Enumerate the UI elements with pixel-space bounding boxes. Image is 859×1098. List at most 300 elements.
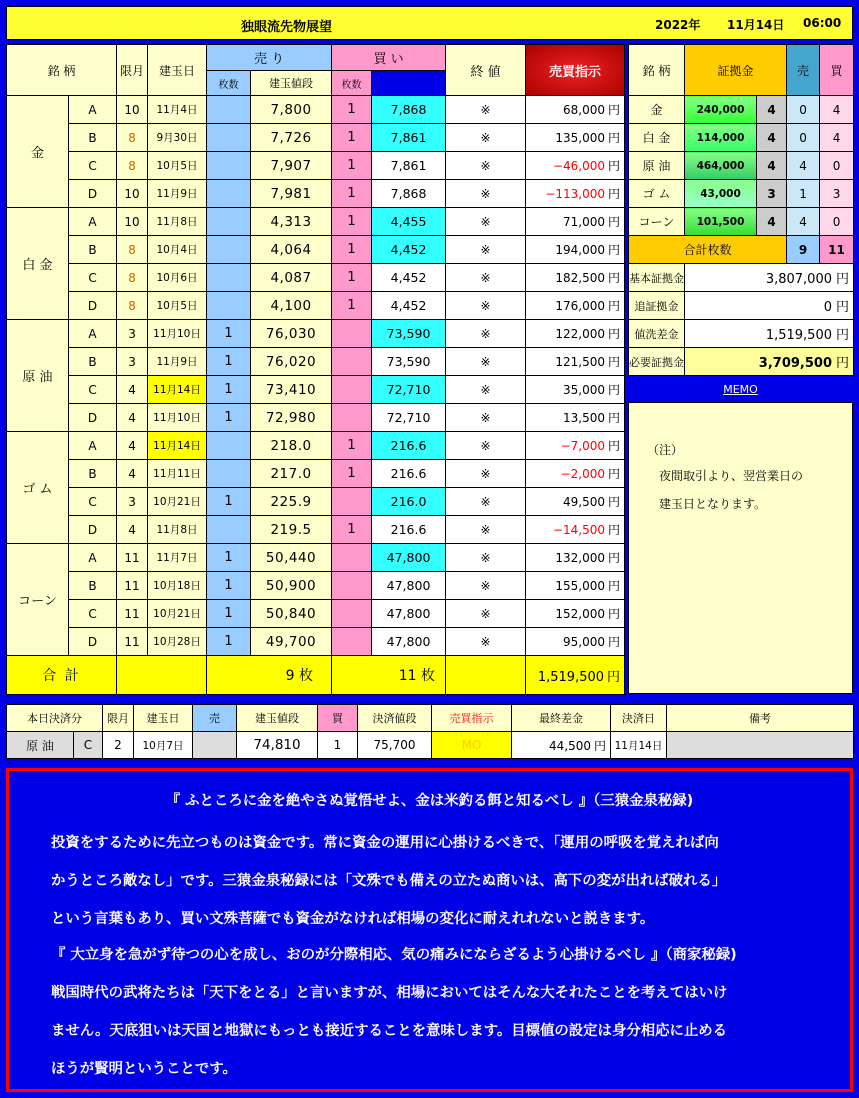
close-price: 47,800 bbox=[372, 572, 446, 600]
sell-count: 1 bbox=[207, 572, 251, 600]
contract-month: 3 bbox=[117, 348, 148, 376]
open-date: 10月6日 bbox=[148, 264, 207, 292]
commodity-name: ゴ ム bbox=[7, 432, 69, 544]
buy-count: 1 bbox=[332, 516, 372, 544]
margin-buy: 4 bbox=[820, 124, 854, 152]
total-count-sell: 9 bbox=[787, 236, 820, 264]
memo-note-line2: 建玉日となります。 bbox=[659, 497, 767, 511]
summary-row bbox=[629, 348, 854, 376]
position-row bbox=[7, 208, 625, 236]
open-date: 10月4日 bbox=[148, 236, 207, 264]
mark-to-market-diff bbox=[526, 600, 625, 628]
contract-month: 11 bbox=[117, 600, 148, 628]
contract-letter: D bbox=[69, 404, 117, 432]
margin-count: 4 bbox=[757, 208, 787, 236]
margin-commodity: 金 bbox=[629, 96, 685, 124]
memo-link[interactable]: MEMO bbox=[723, 383, 758, 396]
open-price: 7,981 bbox=[251, 180, 332, 208]
contract-month: 11 bbox=[117, 544, 148, 572]
proverb-text: という言葉もあり、買い文殊菩薩でも資金がなければ相場の変化に耐えれれないと説きます。 bbox=[51, 911, 655, 927]
signal-mark: ※ bbox=[446, 404, 526, 432]
margin-sell: 0 bbox=[787, 96, 820, 124]
signal-mark: ※ bbox=[446, 572, 526, 600]
position-row bbox=[7, 180, 625, 208]
mark-to-market-diff bbox=[526, 264, 625, 292]
open-date: 9月30日 bbox=[148, 124, 207, 152]
summary-value bbox=[685, 320, 854, 348]
diff-value: 135,000 bbox=[555, 131, 606, 145]
settlement-col: 決済日 bbox=[611, 705, 667, 732]
required-margin-value: 3,709,500 bbox=[758, 356, 832, 371]
settlement-col: 建玉値段 bbox=[237, 705, 318, 732]
open-date: 11月8日 bbox=[148, 516, 207, 544]
close-price: 73,590 bbox=[372, 348, 446, 376]
yen-unit: 円 bbox=[608, 299, 621, 313]
margin-buy: 4 bbox=[820, 96, 854, 124]
open-date: 11月4日 bbox=[148, 96, 207, 124]
buy-count bbox=[332, 572, 372, 600]
sell-count bbox=[207, 152, 251, 180]
sell-count: 1 bbox=[207, 488, 251, 516]
contract-letter: A bbox=[69, 96, 117, 124]
yen-unit: 円 bbox=[608, 607, 621, 621]
close-price: 216.6 bbox=[372, 460, 446, 488]
total-buy bbox=[332, 656, 446, 695]
margin-row bbox=[629, 96, 854, 124]
settlement-cell: 75,700 bbox=[358, 732, 432, 759]
position-row bbox=[7, 236, 625, 264]
position-row bbox=[7, 96, 625, 124]
col-tateprice: 建玉値段 bbox=[251, 71, 332, 96]
settlement-col: 本日決済分 bbox=[7, 705, 103, 732]
buy-count bbox=[332, 488, 372, 516]
mark-to-market-diff bbox=[526, 376, 625, 404]
settlement-cell bbox=[193, 732, 237, 759]
yen-unit: 円 bbox=[608, 243, 621, 257]
mark-to-market-diff bbox=[526, 292, 625, 320]
summary-value bbox=[685, 348, 854, 376]
settlement-cell: 1 bbox=[318, 732, 358, 759]
memo-box bbox=[628, 402, 853, 694]
total-row bbox=[7, 656, 625, 695]
diff-value: 132,000 bbox=[555, 551, 606, 565]
summary-label: 基本証拠金 bbox=[629, 264, 685, 292]
close-price: 4,452 bbox=[372, 292, 446, 320]
signal-mark: ※ bbox=[446, 628, 526, 656]
close-price: 47,800 bbox=[372, 544, 446, 572]
margin-sell: 0 bbox=[787, 124, 820, 152]
mark-to-market-diff bbox=[526, 628, 625, 656]
settlement-col: 売買指示 bbox=[432, 705, 512, 732]
sell-count bbox=[207, 236, 251, 264]
open-price: 76,020 bbox=[251, 348, 332, 376]
sell-count: 1 bbox=[207, 628, 251, 656]
close-price: 7,868 bbox=[372, 96, 446, 124]
summary-label: 必要証拠金 bbox=[629, 348, 685, 376]
signal-mark: ※ bbox=[446, 376, 526, 404]
diff-value: −46,000 bbox=[552, 159, 606, 173]
diff-value: −113,000 bbox=[545, 187, 606, 201]
contract-letter: B bbox=[69, 124, 117, 152]
close-price: 216.6 bbox=[372, 432, 446, 460]
mark-to-market-diff bbox=[526, 124, 625, 152]
total-spacer bbox=[446, 656, 526, 695]
total-sell bbox=[207, 656, 332, 695]
margin-buy: 0 bbox=[820, 208, 854, 236]
header-year: 2022年 bbox=[655, 18, 701, 32]
margin-commodity: 白 金 bbox=[629, 124, 685, 152]
diff-value: −7,000 bbox=[560, 439, 606, 453]
position-row bbox=[7, 516, 625, 544]
yen-unit: 円 bbox=[608, 579, 621, 593]
mark-to-market-diff bbox=[526, 432, 625, 460]
contract-letter: C bbox=[69, 600, 117, 628]
col-sell-count: 枚数 bbox=[207, 71, 251, 96]
summary-value bbox=[685, 264, 854, 292]
open-date: 11月10日 bbox=[148, 320, 207, 348]
col-uri: 売 り bbox=[207, 45, 332, 71]
contract-letter: B bbox=[69, 236, 117, 264]
diff-value: 95,000 bbox=[563, 635, 606, 649]
contract-letter: C bbox=[69, 152, 117, 180]
sell-count bbox=[207, 264, 251, 292]
mark-to-market-diff bbox=[526, 180, 625, 208]
open-date: 11月10日 bbox=[148, 404, 207, 432]
margin-row bbox=[629, 208, 854, 236]
sell-count: 1 bbox=[207, 544, 251, 572]
signal-mark: ※ bbox=[446, 96, 526, 124]
buy-count: 1 bbox=[332, 264, 372, 292]
contract-month: 8 bbox=[117, 124, 148, 152]
position-row bbox=[7, 152, 625, 180]
col-signal: 売買指示 bbox=[526, 45, 625, 96]
position-row bbox=[7, 376, 625, 404]
diff-value: 35,000 bbox=[563, 383, 606, 397]
yen-unit: 円 bbox=[608, 187, 621, 201]
signal-mark: ※ bbox=[446, 292, 526, 320]
diff-total-value: 1,519,500 bbox=[765, 328, 832, 343]
signal-mark: ※ bbox=[446, 152, 526, 180]
sell-count bbox=[207, 432, 251, 460]
signal-mark: ※ bbox=[446, 544, 526, 572]
sell-count bbox=[207, 516, 251, 544]
contract-month: 8 bbox=[117, 152, 148, 180]
margin-commodity: ゴ ム bbox=[629, 180, 685, 208]
mark-to-market-diff bbox=[526, 208, 625, 236]
buy-count: 1 bbox=[332, 432, 372, 460]
diff-value: 194,000 bbox=[555, 243, 606, 257]
yen-unit: 円 bbox=[608, 411, 621, 425]
margin-count: 3 bbox=[757, 180, 787, 208]
col-gengetsu: 限月 bbox=[117, 45, 148, 96]
margin-sell: 4 bbox=[787, 152, 820, 180]
position-row bbox=[7, 628, 625, 656]
position-row bbox=[7, 488, 625, 516]
signal-mark: ※ bbox=[446, 320, 526, 348]
open-date: 10月5日 bbox=[148, 152, 207, 180]
settlement-table bbox=[6, 704, 854, 759]
sell-count bbox=[207, 460, 251, 488]
open-price: 7,800 bbox=[251, 96, 332, 124]
buy-count: 1 bbox=[332, 124, 372, 152]
yen-unit: 円 bbox=[836, 328, 850, 343]
yen-unit: 円 bbox=[607, 669, 621, 685]
margin-row bbox=[629, 124, 854, 152]
mark-to-market-diff bbox=[526, 348, 625, 376]
margin-commodity: コーン bbox=[629, 208, 685, 236]
buy-count bbox=[332, 320, 372, 348]
open-date: 10月5日 bbox=[148, 292, 207, 320]
margin-count: 4 bbox=[757, 152, 787, 180]
settlement-col: 売 bbox=[193, 705, 237, 732]
open-price: 49,700 bbox=[251, 628, 332, 656]
diff-value: 13,500 bbox=[563, 411, 606, 425]
open-price: 76,030 bbox=[251, 320, 332, 348]
open-date: 10月21日 bbox=[148, 600, 207, 628]
summary-label: 値洗差金 bbox=[629, 320, 685, 348]
positions-table bbox=[6, 44, 625, 695]
yen-unit: 円 bbox=[608, 103, 621, 117]
position-row bbox=[7, 432, 625, 460]
settlement-cell: MO bbox=[432, 732, 512, 759]
margin-amount: 114,000 bbox=[685, 124, 757, 152]
summary-label: 追証拠金 bbox=[629, 292, 685, 320]
commodity-name: コーン bbox=[7, 544, 69, 656]
position-row bbox=[7, 320, 625, 348]
open-price: 7,907 bbox=[251, 152, 332, 180]
open-price: 50,840 bbox=[251, 600, 332, 628]
buy-count: 1 bbox=[332, 208, 372, 236]
mark-to-market-diff bbox=[526, 460, 625, 488]
signal-mark: ※ bbox=[446, 264, 526, 292]
diff-value: 49,500 bbox=[563, 495, 606, 509]
mark-to-market-diff bbox=[526, 572, 625, 600]
settlement-row bbox=[7, 732, 854, 759]
sell-count bbox=[207, 124, 251, 152]
contract-letter: D bbox=[69, 180, 117, 208]
proverb-text: 戦国時代の武将たちは「天下をとる」と言いますが、相場においてはそんな大それたことを考えてはいけ bbox=[51, 985, 728, 1001]
open-date: 11月7日 bbox=[148, 544, 207, 572]
final-diff-value: 44,500 bbox=[548, 738, 591, 753]
mark-to-market-diff bbox=[526, 320, 625, 348]
contract-month: 8 bbox=[117, 264, 148, 292]
close-price: 7,861 bbox=[372, 152, 446, 180]
open-price: 217.0 bbox=[251, 460, 332, 488]
margin-count: 4 bbox=[757, 124, 787, 152]
mark-to-market-diff bbox=[526, 152, 625, 180]
open-price: 4,313 bbox=[251, 208, 332, 236]
contract-letter: D bbox=[69, 628, 117, 656]
buy-count bbox=[332, 544, 372, 572]
total-sell-count: 9 bbox=[285, 668, 295, 684]
position-row bbox=[7, 292, 625, 320]
diff-value: −2,000 bbox=[560, 467, 606, 481]
open-price: 225.9 bbox=[251, 488, 332, 516]
open-price: 50,900 bbox=[251, 572, 332, 600]
contract-month: 4 bbox=[117, 516, 148, 544]
signal-mark: ※ bbox=[446, 348, 526, 376]
buy-count: 1 bbox=[332, 236, 372, 264]
sell-count bbox=[207, 96, 251, 124]
signal-mark: ※ bbox=[446, 600, 526, 628]
buy-count: 1 bbox=[332, 292, 372, 320]
settlement-cell: 10月7日 bbox=[134, 732, 193, 759]
yen-unit: 円 bbox=[608, 635, 621, 649]
buy-count: 1 bbox=[332, 460, 372, 488]
side-col-sell: 売 bbox=[787, 45, 820, 96]
title-bar bbox=[6, 6, 853, 40]
yen-unit: 円 bbox=[608, 383, 621, 397]
buy-count bbox=[332, 628, 372, 656]
contract-letter: A bbox=[69, 320, 117, 348]
close-price: 47,800 bbox=[372, 600, 446, 628]
settlement-col: 限月 bbox=[103, 705, 134, 732]
proverb-text: ません。天底狙いは天国と地獄にもっとも接近することを意味します。目標値の設定は身分相応に止める bbox=[51, 1023, 728, 1039]
contract-month: 8 bbox=[117, 292, 148, 320]
proverb-text: かうところ敵なし」です。三猿金泉秘録には「文殊でも備えの立たぬ商いは、高下の変が出れば破れる」 bbox=[51, 873, 727, 889]
margin-count: 4 bbox=[757, 96, 787, 124]
settlement-cell bbox=[512, 732, 611, 759]
total-sell-unit: 枚 bbox=[299, 668, 314, 684]
total-spacer bbox=[117, 656, 207, 695]
settlement-cell: 74,810 bbox=[237, 732, 318, 759]
yen-unit: 円 bbox=[608, 215, 621, 229]
settlement-col: 買 bbox=[318, 705, 358, 732]
position-row bbox=[7, 404, 625, 432]
diff-value: 71,000 bbox=[563, 215, 606, 229]
col-tateday: 建玉日 bbox=[148, 45, 207, 96]
open-price: 218.0 bbox=[251, 432, 332, 460]
buy-count bbox=[332, 348, 372, 376]
header-time: 06:00 bbox=[803, 16, 842, 30]
open-price: 4,087 bbox=[251, 264, 332, 292]
yen-unit: 円 bbox=[608, 551, 621, 565]
settlement-cell: 2 bbox=[103, 732, 134, 759]
settlement-cell bbox=[667, 732, 854, 759]
close-price: 216.0 bbox=[372, 488, 446, 516]
open-date: 11月11日 bbox=[148, 460, 207, 488]
buy-count: 1 bbox=[332, 180, 372, 208]
contract-letter: A bbox=[69, 544, 117, 572]
contract-letter: C bbox=[69, 488, 117, 516]
contract-letter: B bbox=[69, 460, 117, 488]
summary-row bbox=[629, 320, 854, 348]
yen-unit: 円 bbox=[608, 523, 621, 537]
contract-month: 4 bbox=[117, 460, 148, 488]
contract-letter: A bbox=[69, 208, 117, 236]
additional-margin-value: 0 bbox=[823, 300, 832, 315]
total-count-row bbox=[629, 236, 854, 264]
settlement-header bbox=[7, 705, 854, 732]
settlement-col: 備考 bbox=[667, 705, 854, 732]
position-row bbox=[7, 348, 625, 376]
position-row bbox=[7, 460, 625, 488]
settlement-col: 決済値段 bbox=[358, 705, 432, 732]
open-price: 7,726 bbox=[251, 124, 332, 152]
contract-month: 4 bbox=[117, 376, 148, 404]
contract-letter: C bbox=[69, 264, 117, 292]
contract-month: 3 bbox=[117, 488, 148, 516]
yen-unit: 円 bbox=[608, 439, 621, 453]
settlement-cell: 原 油 bbox=[7, 732, 74, 759]
margin-commodity: 原 油 bbox=[629, 152, 685, 180]
buy-count: 1 bbox=[332, 152, 372, 180]
open-price: 219.5 bbox=[251, 516, 332, 544]
proverb-message-box bbox=[6, 768, 853, 1092]
commodity-name: 白 金 bbox=[7, 208, 69, 320]
signal-mark: ※ bbox=[446, 488, 526, 516]
diff-value: 182,500 bbox=[555, 271, 606, 285]
sell-count: 1 bbox=[207, 320, 251, 348]
contract-month: 10 bbox=[117, 180, 148, 208]
margin-buy: 3 bbox=[820, 180, 854, 208]
close-price: 7,861 bbox=[372, 124, 446, 152]
yen-unit: 円 bbox=[608, 327, 621, 341]
open-date: 10月18日 bbox=[148, 572, 207, 600]
open-price: 4,100 bbox=[251, 292, 332, 320]
contract-letter: B bbox=[69, 348, 117, 376]
position-row bbox=[7, 600, 625, 628]
summary-row bbox=[629, 264, 854, 292]
memo-note-label: （注） bbox=[647, 443, 684, 457]
open-price: 72,980 bbox=[251, 404, 332, 432]
total-diff bbox=[526, 656, 625, 695]
sell-count bbox=[207, 180, 251, 208]
open-price: 4,064 bbox=[251, 236, 332, 264]
mark-to-market-diff bbox=[526, 516, 625, 544]
contract-month: 11 bbox=[117, 628, 148, 656]
mark-to-market-diff bbox=[526, 96, 625, 124]
sell-count bbox=[207, 208, 251, 236]
yen-unit: 円 bbox=[608, 495, 621, 509]
col-close: 終 値 bbox=[446, 45, 526, 96]
close-price: 72,710 bbox=[372, 376, 446, 404]
side-col-margin: 証拠金 bbox=[685, 45, 787, 96]
settlement-col: 最終差金 bbox=[512, 705, 611, 732]
sell-count: 1 bbox=[207, 348, 251, 376]
signal-mark: ※ bbox=[446, 516, 526, 544]
buy-count bbox=[332, 404, 372, 432]
mark-to-market-diff bbox=[526, 488, 625, 516]
settlement-col: 建玉日 bbox=[134, 705, 193, 732]
diff-value: 122,000 bbox=[555, 327, 606, 341]
yen-unit: 円 bbox=[836, 272, 850, 287]
sell-count: 1 bbox=[207, 600, 251, 628]
open-date: 11月14日 bbox=[148, 432, 207, 460]
margin-buy: 0 bbox=[820, 152, 854, 180]
total-count-label: 合計枚数 bbox=[629, 236, 787, 264]
open-date: 11月8日 bbox=[148, 208, 207, 236]
contract-month: 11 bbox=[117, 572, 148, 600]
header-date: 11月14日 bbox=[727, 18, 785, 32]
proverb-text: 投資をするために先立つものは資金です。常に資金の運用に心掛けるべきで、「運用の呼吸を覚えれば向 bbox=[51, 835, 719, 851]
signal-mark: ※ bbox=[446, 124, 526, 152]
margin-amount: 240,000 bbox=[685, 96, 757, 124]
settlement-cell: 11月14日 bbox=[611, 732, 667, 759]
yen-unit: 円 bbox=[608, 467, 621, 481]
yen-unit: 円 bbox=[608, 159, 621, 173]
total-diff-value: 1,519,500 bbox=[537, 669, 605, 685]
open-price: 73,410 bbox=[251, 376, 332, 404]
close-price: 4,452 bbox=[372, 264, 446, 292]
total-buy-count: 11 bbox=[398, 668, 417, 684]
close-price: 4,452 bbox=[372, 236, 446, 264]
total-buy-unit: 枚 bbox=[421, 668, 436, 684]
signal-mark: ※ bbox=[446, 236, 526, 264]
margin-sell: 4 bbox=[787, 208, 820, 236]
memo-note-line1: 夜間取引より、翌営業日の bbox=[659, 469, 804, 483]
contract-month: 10 bbox=[117, 96, 148, 124]
